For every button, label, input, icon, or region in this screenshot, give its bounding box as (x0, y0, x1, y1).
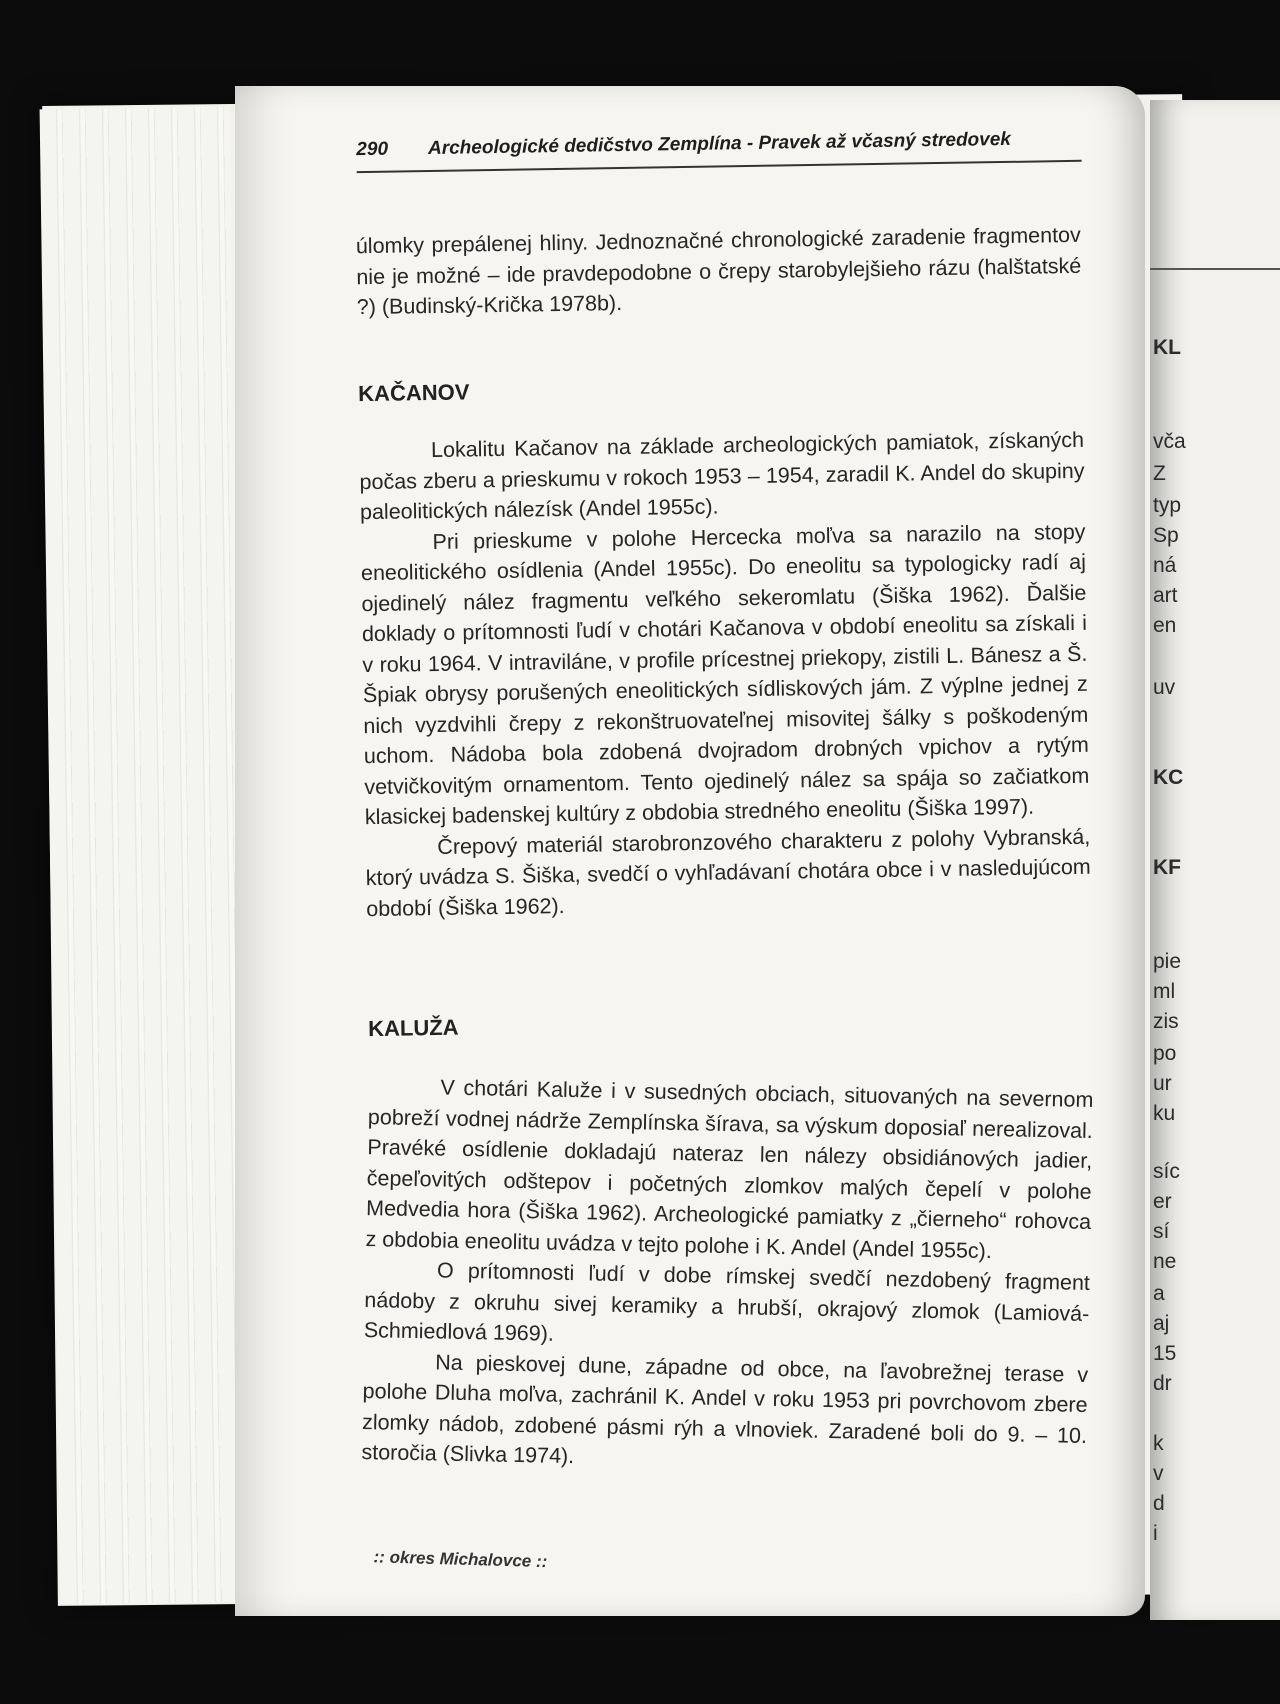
right-fragment: po (1153, 1042, 1177, 1065)
right-fragment: KC (1153, 766, 1184, 789)
right-fragment: zis (1153, 1010, 1179, 1033)
paragraph: Pri prieskume v polohe Hercecka moľva sa narazilo na stopy eneolitického osídlenia (Andel 1955c). Do eneolitu sa typologicky radí aj ojedinelý nález fragmentu veľkého sekeromlatu (Šiška 1962). Ďalšie doklady o prítomnosti ľudí v chotári Kačanova v období eneolitu sa získali i v roku 1964. V intraviláne, v profile prícestnej priekopy, zistili L. Bánesz a Š. Špiak obrysy porušených eneolitických sídliskových jám. Z výplne jednej z nich vyzdvihli črepy z rekonštruovateľnej misovitej šálky s poškodeným uchom. Nádoba bola zdobená dvojradom drobných vpichov a rytým vetvičkovitým ornamentom. Tento ojedinelý nález sa spája so začiatkom klasickej badenskej kultúry z obdobia stredného eneolitu (Šiška 1997). (360, 519, 1090, 830)
page-content (235, 86, 1145, 1616)
right-fragment: KF (1153, 856, 1181, 879)
section-heading: KALUŽA (367, 1014, 459, 1042)
right-fragment: v (1153, 1462, 1164, 1485)
page-number: 290 (356, 138, 389, 161)
right-fragment: Z (1153, 462, 1166, 485)
right-fragment: 15 (1153, 1342, 1177, 1365)
right-fragment: pie (1153, 950, 1182, 973)
right-fragment: síc (1153, 1160, 1180, 1183)
section-body (359, 425, 1092, 924)
right-fragment: vča (1153, 430, 1186, 453)
paragraph: V chotári Kalužе i v susedných obciach, situovaných na severnom pobreží vodnej nádrže Zemplínska šírava, sa výskum doposiaľ nerealizoval. Pravéké osídlenie dokladajú nateraz len nálezy obsidiánových jadier, čepeľovitých odštepov i početných zlomkov malých čepelí v polohe Medvedia hora (Šiška 1962). Archeologické pamiatky z „čierneho“ rohovca z obdobia eneolitu uvádza v tejto polohe i K. Andel (Andel 1955c). (365, 1075, 1094, 1263)
header-rule (357, 160, 1082, 173)
right-fragment: er (1153, 1190, 1172, 1213)
right-fragment: a (1153, 1282, 1165, 1305)
right-fragment: uv (1153, 676, 1176, 699)
right-fragment: art (1153, 584, 1178, 607)
page-footer: :: okres Michalovce :: (373, 1547, 548, 1572)
right-fragment: ne (1153, 1250, 1177, 1273)
right-fragment: KL (1153, 336, 1181, 359)
right-fragment: aj (1153, 1312, 1170, 1335)
intro-paragraph (356, 220, 1082, 323)
page-edges (40, 107, 251, 1605)
right-fragment: sí (1153, 1220, 1170, 1243)
section-body (361, 1071, 1093, 1481)
right-fragment: d (1153, 1492, 1165, 1515)
running-head-title: Archeologické dedičstvo Zemplína - Pravek až včasný stredovek (427, 128, 1012, 160)
right-fragment: typ (1153, 494, 1182, 517)
right-fragment: k (1153, 1432, 1164, 1455)
right-fragment: ku (1153, 1102, 1176, 1125)
paragraph: O prítomnosti ľudí v dobe rímskej svedčí nezdobený fragment nádoby z okruhu sivej keramiky a hrubší, okrajový zlomok (Lamiová-Schmiedlová 1969). (363, 1258, 1091, 1346)
right-fragment: dr (1153, 1372, 1172, 1395)
right-fragment: i (1153, 1522, 1158, 1545)
paragraph: Lokalitu Kačanov na základe archeologických pamiatok, získaných počas zberu a prieskumu v rokoch 1953 – 1954, zaradil K. Andel do skupiny paleolitických nálezísk (Andel 1955c). (359, 427, 1085, 525)
right-fragment: ml (1153, 980, 1176, 1003)
right-page-rule (1150, 268, 1280, 270)
section-heading: KAČANOV (357, 379, 470, 407)
paragraph: Na pieskovej dune, západne od obce, na ľavobrežnej terase v polohe Dluha moľva, zachránil K. Andel v roku 1953 pri povrchovom zbere zlomky nádob, zdobené pásmi rýh a vlnoviek. Zaradené boli do 9. – 10. storočia (Slivka 1974). (361, 1349, 1089, 1469)
paragraph: Črepový materiál starobronzového charakteru z polohy Vybranská, ktorý uvádza S. Šiška, svedčí o vyhľadávaní chotára obce i v nasledujúcom období (Šiška 1962). (365, 824, 1091, 921)
right-page (1150, 100, 1280, 1620)
right-fragment: Sp (1153, 524, 1179, 547)
right-fragment: en (1153, 614, 1177, 637)
right-fragment: ná (1153, 554, 1177, 577)
running-head (356, 128, 1086, 161)
right-fragment: ur (1153, 1072, 1172, 1095)
left-page (235, 86, 1145, 1616)
paragraph: úlomky prepálenej hliny. Jednoznačné chronologické zaradenie fragmentov nie je možné – ide pravdepodobne o črepy starobylejšieho rázu (halštatské ?) (Budinský-Krička 1978b). (355, 222, 1082, 320)
